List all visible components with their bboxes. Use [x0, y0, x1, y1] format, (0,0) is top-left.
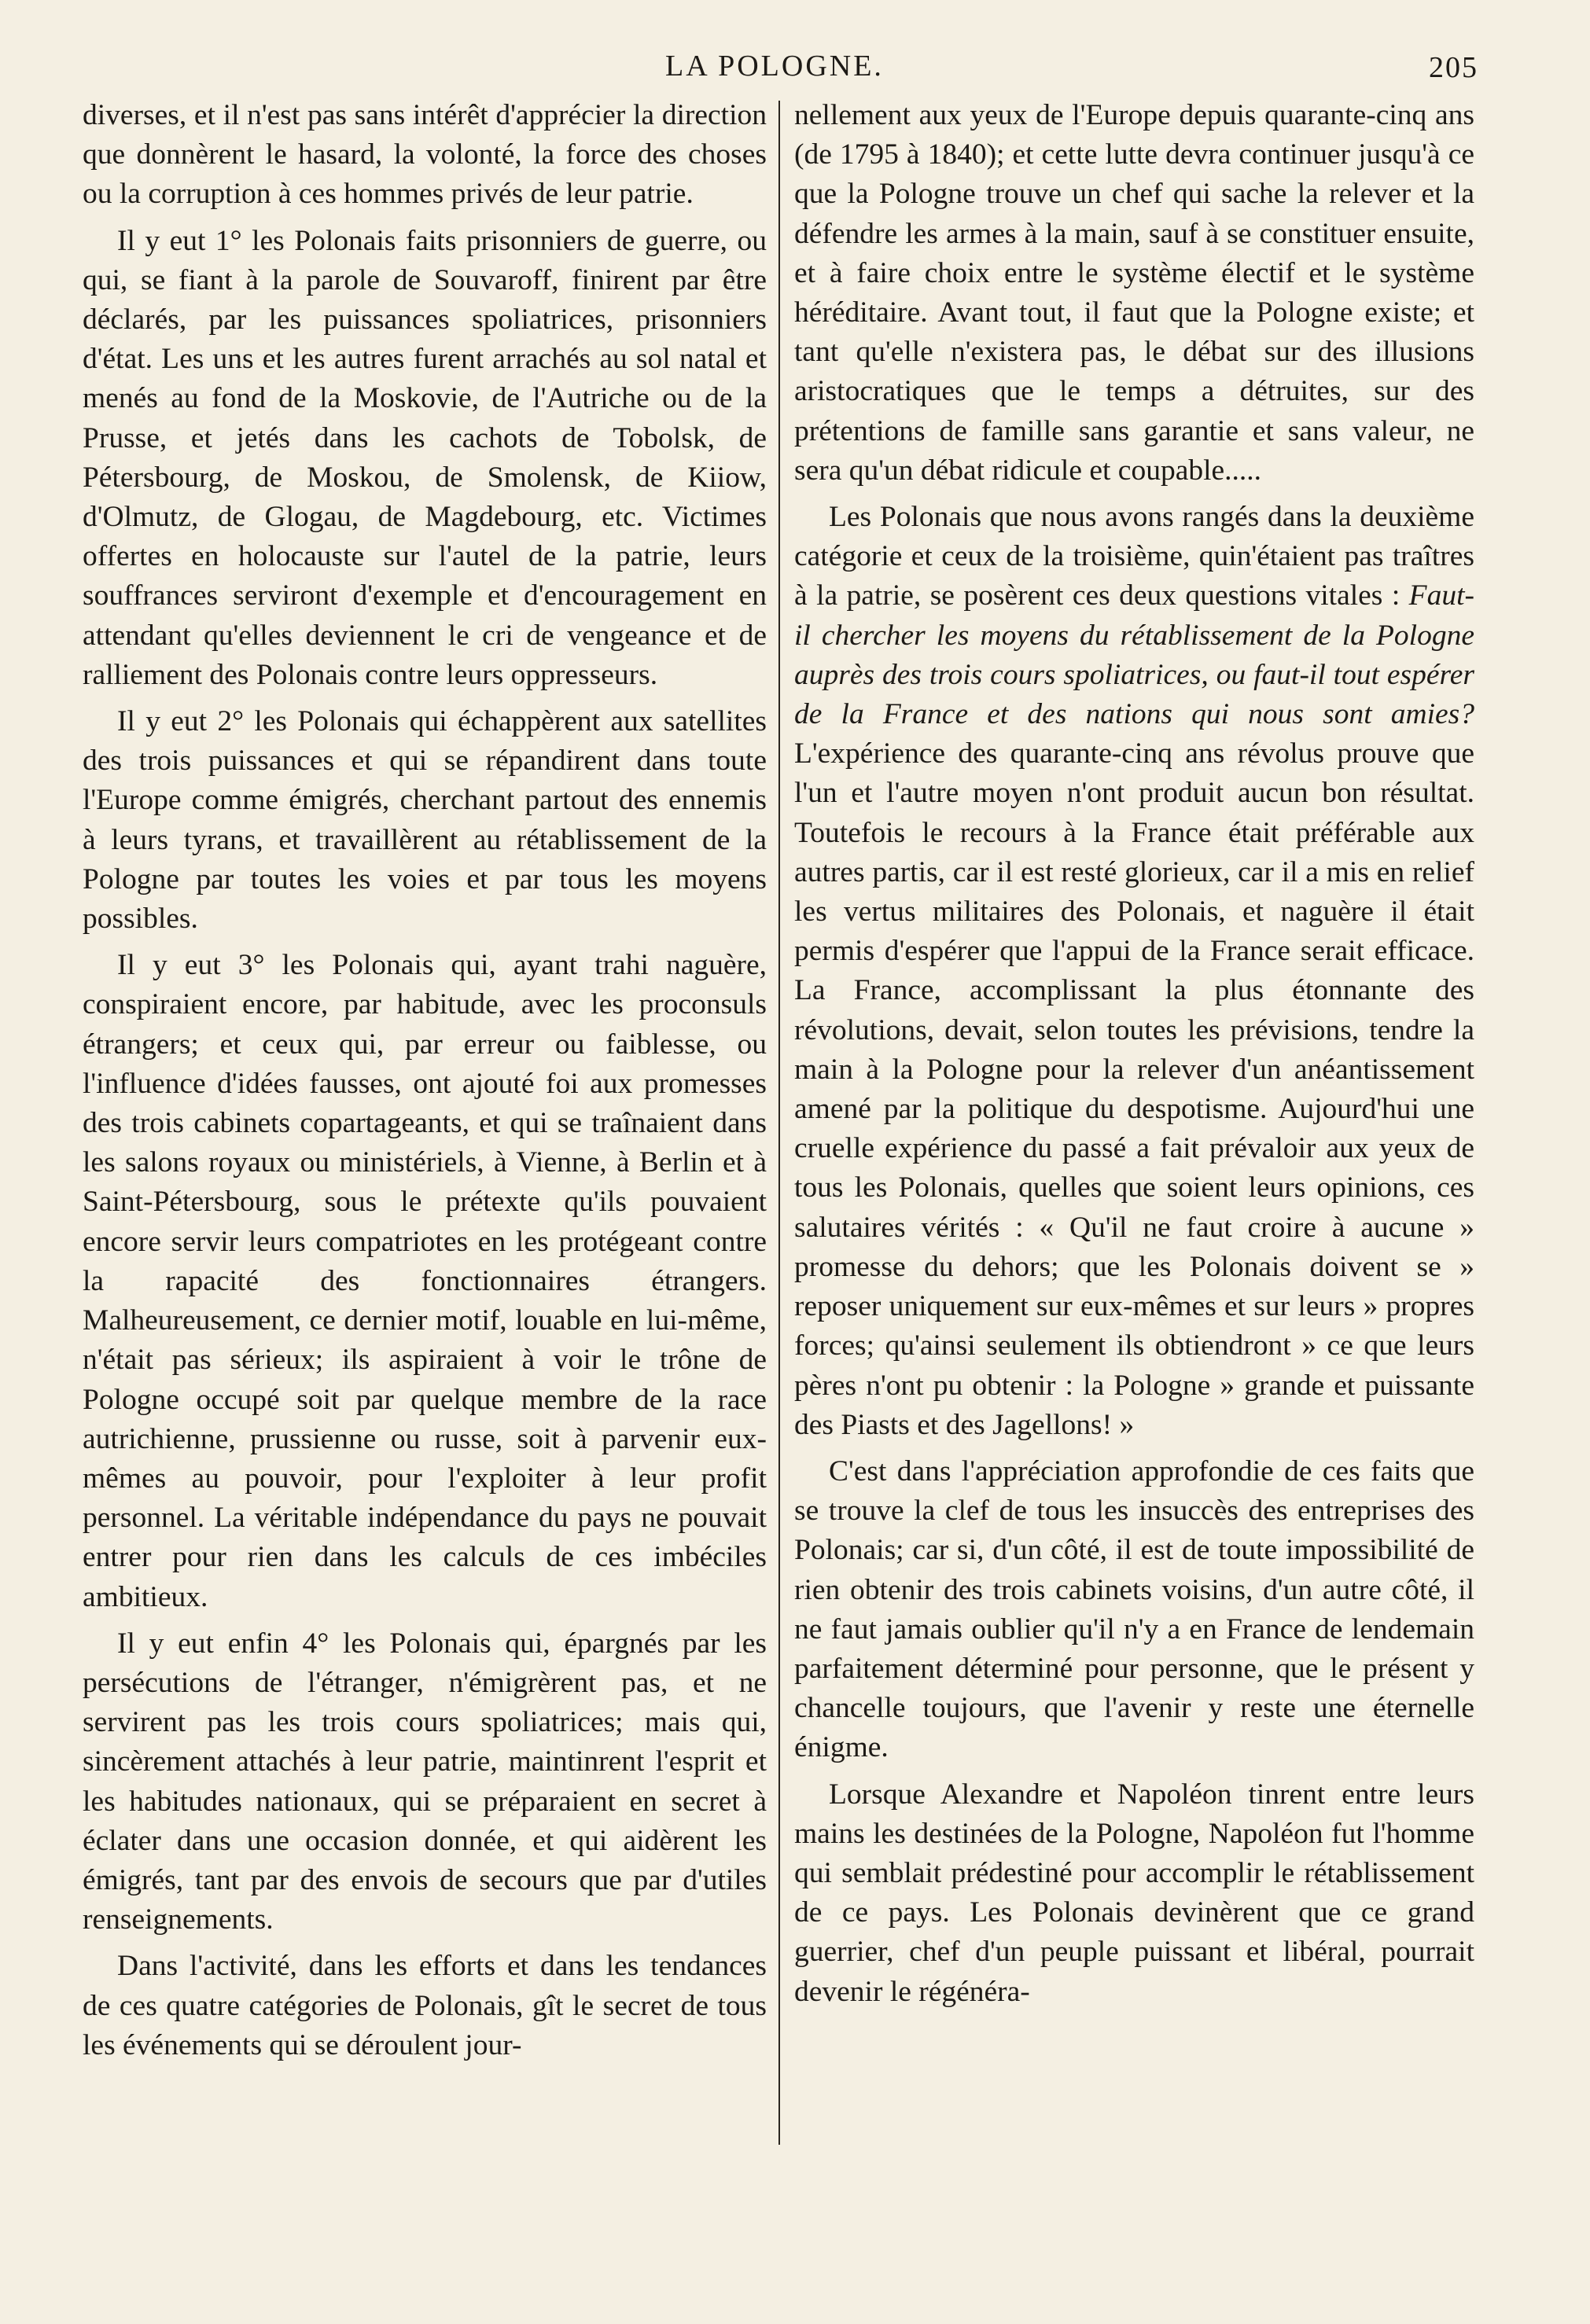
- paragraph-appreciation: C'est dans l'appréciation approfondie de ces faits que se trouve la clef de tous les insuccès des entreprises des Polonais; car si, d'un côté, il est de toute impossibilité de rien obtenir des trois cabinets voisins, d'un autre côté, il ne faut jamais oublier qu'il n'y a en France de lendemain parfaitement déterminé pour personne, que le présent y chancelle toujours, que l'avenir y reste une éternelle énigme.: [794, 1454, 1474, 1764]
- paragraph-category-4: Il y eut enfin 4° les Polonais qui, épargnés par les persécutions de l'étranger, n'émigrèrent pas, et ne servirent pas les trois cours spoliatrices; mais qui, sincèrement attachés à leur patrie, maintinrent l'esprit et les habitudes nationaux, qui se préparaient en secret à éclater dans une occasion donnée, et qui aidèrent les émigrés, tant par des envois de secours que par d'utiles renseignements.: [83, 1627, 767, 1936]
- running-title: LA POLOGNE.: [665, 50, 884, 83]
- paragraph-questions-start: Les Polonais que nous avons rangés dans la deuxième catégorie et ceux de la troisième, quin'étaient pas traîtres à la patrie, se posèrent ces deux questions vitales :: [794, 501, 1474, 612]
- paragraph-category-3: Il y eut 3° les Polonais qui, ayant trahi naguère, conspiraient encore, par habitude, avec les proconsuls étrangers; et ceux qui, par erreur ou faiblesse, ou l'influence d'idées fausses, ont ajouté foi aux promesses des trois cabinets copartageants, et qui se traînaient dans les salons royaux ou ministériels, à Vienne, à Berlin et à Saint-Pétersbourg, sous le prétexte qu'ils pouvaient encore servir leurs compatriotes en les protégeant contre la rapacité des fonctionnaires étrangers. Malheureusement, ce dernier motif, louable en lui-même, n'était pas sérieux; ils aspiraient à voir le trône de Pologne occupé soit par quelque membre de la race autrichienne, prussienne ou russe, soit à parvenir eux-mêmes au pouvoir, pour l'exploiter à leur profit personnel. La véritable indépendance du pays ne pouvait entrer pour rien dans les calculs de ces imbéciles ambitieux.: [83, 949, 767, 1613]
- page-number: 205: [1429, 51, 1478, 84]
- column-divider: [778, 101, 780, 2145]
- paragraph-questions-italic: Faut-il chercher les moyens du rétablissement de la Pologne auprès des trois cours spoliatrices, ou faut-il tout espérer de la France et des nations qui nous sont amies?: [794, 579, 1474, 731]
- paragraph-questions: [794, 498, 1474, 1445]
- paragraph-category-2: Il y eut 2° les Polonais qui échappèrent aux satellites des trois puissances et qui se répandirent dans toute l'Europe comme émigrés, cherchant partout des ennemis à leurs tyrans, et travaillèrent au rétablissement de la Pologne par toutes les voies et par tous les moyens possibles.: [83, 705, 767, 936]
- paragraph-questions-end: L'expérience des quarante-cinq ans révolus prouve que l'un et l'autre moyen n'ont produit aucun bon résultat. Toutefois le recours à la France était préférable aux autres partis, car il est resté glorieux, car il a mis en relief les vertus militaires des Polonais, et naguère il était permis d'espérer que l'appui de la France serait efficace. La France, accomplissant la plus étonnante des révolutions, devait, selon toutes les prévisions, tendre la main à la Pologne pour la relever d'un anéantissement amené par la politique du despotisme. Aujourd'hui une cruelle expérience du passé a fait prévaloir aux yeux de tous les Polonais, quelles que soient leurs opinions, ces salutaires vérités : « Qu'il ne faut croire à aucune » promesse du dehors; que les Polonais doivent se » reposer uniquement sur eux-mêmes et sur leurs » propres forces; qu'ainsi seulement ils obtiendront » ce que leurs pères n'ont pu obtenir : la Pologne » grande et puissante des Piasts et des Jagellons! »: [794, 737, 1474, 1441]
- paragraph-category-1: Il y eut 1° les Polonais faits prisonniers de guerre, ou qui, se fiant à la parole de Souvaroff, finirent par être déclarés, par les puissances spoliatrices, prisonniers d'état. Les uns et les autres furent arrachés au sol natal et menés au fond de la Moskovie, de l'Autriche ou de la Prusse, et jetés dans les cachots de Tobolsk, de Pétersbourg, de Moskou, de Smolensk, de Kiiow, d'Olmutz, de Glogau, de Magdebourg, etc. Victimes offertes en holocauste sur l'autel de la patrie, leurs souffrances serviront d'exemple et d'encouragement en attendant qu'elles deviennent le cri de vengeance et de ralliement des Polonais contre leurs oppresseurs.: [83, 224, 767, 691]
- paragraph-activity: Dans l'activité, dans les efforts et dans les tendances de ces quatre catégories de Polonais, gît le secret de tous les événements qui se déroulent jour-: [83, 1950, 767, 2061]
- right-column: [794, 96, 1474, 2019]
- running-head: [79, 41, 1478, 88]
- paragraph-continued: diverses, et il n'est pas sans intérêt d'apprécier la direction que donnèrent le hasard, la volonté, la force des choses ou la corruption à ces hommes privés de leur patrie.: [83, 99, 767, 211]
- left-column: [83, 96, 767, 2072]
- paragraph-alexandre-napoleon: Lorsque Alexandre et Napoléon tinrent entre leurs mains les destinées de la Pologne, Napoléon fut l'homme qui semblait prédestiné pour accomplir le rétablissement de ce pays. Les Polonais devinèrent que ce grand guerrier, chef d'un peuple puissant et libéral, pourrait devenir le régénéra-: [794, 1778, 1474, 2008]
- paragraph-continued: nellement aux yeux de l'Europe depuis quarante-cinq ans (de 1795 à 1840); et cette lutte devra continuer jusqu'à ce que la Pologne trouve un chef qui sache la relever et la défendre les armes à la main, sauf à se constituer ensuite, et à faire choix entre le système électif et le système héréditaire. Avant tout, il faut que la Pologne existe; et tant qu'elle n'existera pas, le débat sur des illusions aristocratiques que le temps a détruites, sur des prétentions de famille sans garantie et sans valeur, ne sera qu'un débat ridicule et coupable.....: [794, 99, 1474, 487]
